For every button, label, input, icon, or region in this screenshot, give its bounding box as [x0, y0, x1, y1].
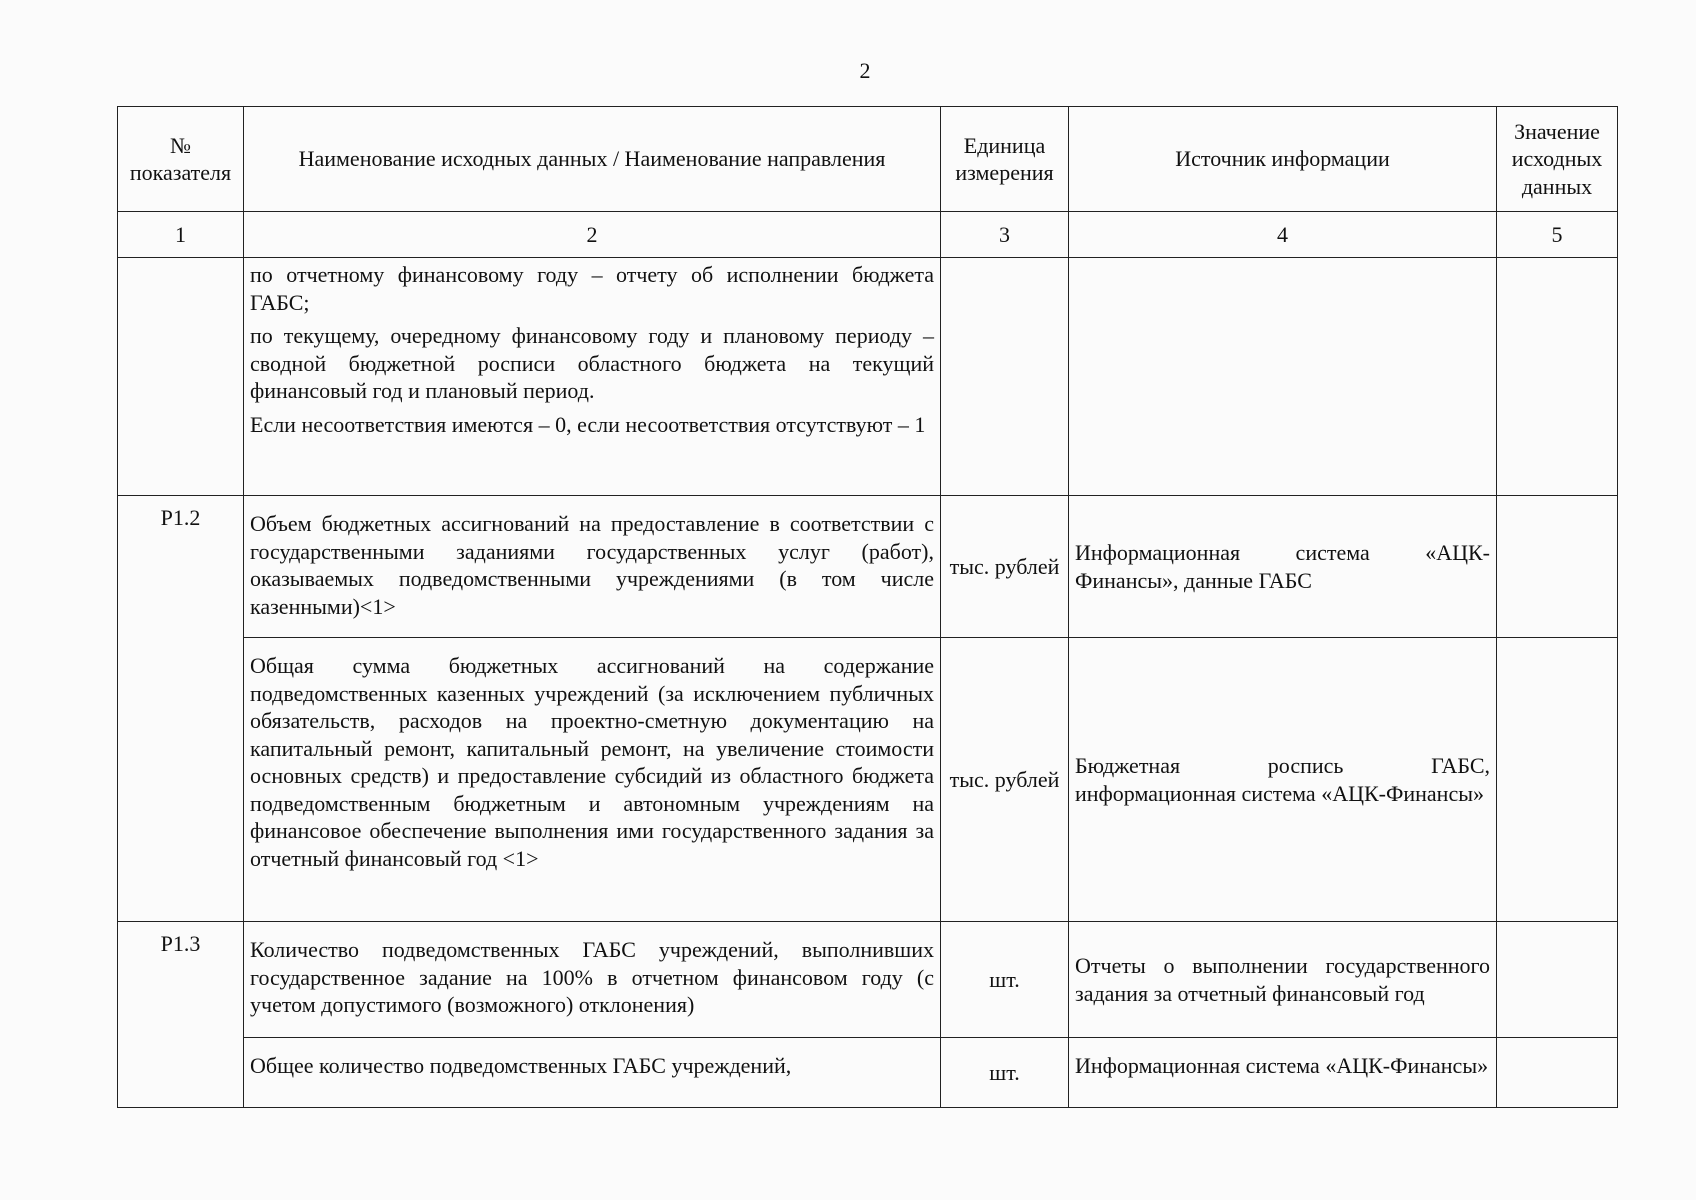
column-number: 3 — [941, 212, 1069, 258]
table-row — [118, 258, 1618, 496]
unit: тыс. рублей — [941, 496, 1069, 638]
indicator-name: Объем бюджетных ассигнований на предоставление в соответствии с государственными заданиями государственных услуг (работ), оказываемых подведомственными учреждениями (в том числе казенными)<1> — [244, 496, 941, 638]
header-value: Значение исходных данных — [1497, 107, 1618, 212]
source — [1069, 258, 1497, 496]
column-number: 2 — [244, 212, 941, 258]
column-numbers-row — [118, 212, 1618, 258]
indicator-number: Р1.2 — [118, 496, 244, 922]
value — [1497, 496, 1618, 638]
indicator-name: Общая сумма бюджетных ассигнований на содержание подведомственных казенных учреждений (за исключением публичных обязательств, расходов на проектно-сметную документацию на капитальный ремонт, капитальный ремонт, на увеличение стоимости основных средств) и предоставление субсидий из областного бюджета подведомственным бюджетным и автономным учреждениям на финансовое обеспечение выполнения ими государственного задания за отчетный финансовый год <1> — [244, 638, 941, 922]
header-data-name: Наименование исходных данных / Наименование направления — [244, 107, 941, 212]
source: Бюджетная роспись ГАБС, информационная система «АЦК-Финансы» — [1069, 638, 1497, 922]
name-paragraph: Если несоответствия имеются – 0, если несоответствия отсутствуют – 1 — [250, 411, 926, 437]
value — [1497, 1038, 1618, 1108]
source: Отчеты о выполнении государственного задания за отчетный финансовый год — [1069, 922, 1497, 1038]
value — [1497, 638, 1618, 922]
table-row — [118, 1038, 1618, 1108]
table-row — [118, 496, 1618, 638]
indicator-number — [118, 258, 244, 496]
unit: шт. — [941, 922, 1069, 1038]
table-row — [118, 638, 1618, 922]
unit — [941, 258, 1069, 496]
value — [1497, 922, 1618, 1038]
name-paragraph: по отчетному финансовому году – отчету об исполнении бюджета ГАБС; — [250, 262, 934, 315]
table-row — [118, 922, 1618, 1038]
header-unit: Единица измерения — [941, 107, 1069, 212]
header-source: Источник информации — [1069, 107, 1497, 212]
indicator-name: Общее количество подведомственных ГАБС учреждений, — [244, 1038, 941, 1108]
source: Информационная система «АЦК-Финансы», данные ГАБС — [1069, 496, 1497, 638]
unit: тыс. рублей — [941, 638, 1069, 922]
table-header-row — [118, 107, 1618, 212]
column-number: 5 — [1497, 212, 1618, 258]
column-number: 1 — [118, 212, 244, 258]
indicator-name — [244, 258, 941, 496]
page-number: 2 — [859, 58, 871, 83]
column-number: 4 — [1069, 212, 1497, 258]
name-paragraph: по текущему, очередному финансовому году и плановому периоду – сводной бюджетной росписи областного бюджета на текущий финансовый год и плановый период. — [250, 323, 934, 403]
source: Информационная система «АЦК-Финансы» — [1069, 1038, 1497, 1108]
unit: шт. — [941, 1038, 1069, 1108]
indicator-number: Р1.3 — [118, 922, 244, 1108]
header-indicator-number: № показателя — [118, 107, 244, 212]
indicator-name: Количество подведомственных ГАБС учреждений, выполнивших государственное задание на 100% в отчетном финансовом году (с учетом допустимого (возможного) отклонения) — [244, 922, 941, 1038]
indicators-table — [117, 106, 1618, 1108]
value — [1497, 258, 1618, 496]
